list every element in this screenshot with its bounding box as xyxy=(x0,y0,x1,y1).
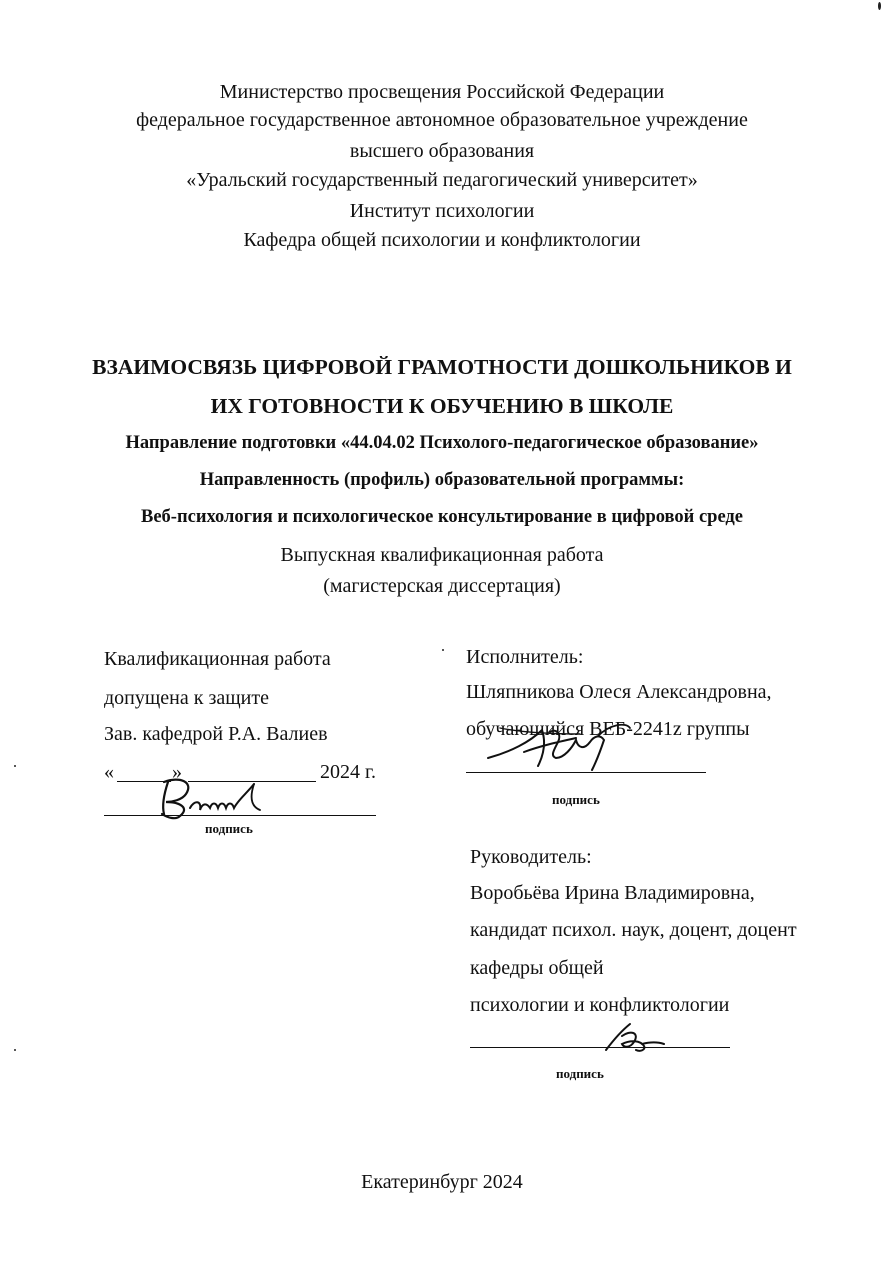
scan-speck xyxy=(14,1049,16,1051)
supervisor-signature xyxy=(600,1020,670,1054)
supervisor-position-line-1: кандидат психол. наук, доцент, доцент xyxy=(470,919,797,941)
program-profile-name: Веб-психология и психологическое консультирование в цифровой среде xyxy=(140,507,743,527)
supervisor-signature-line xyxy=(470,1047,730,1048)
date-quote-close: » xyxy=(172,761,182,783)
institute-line: Институт психологии xyxy=(349,200,535,222)
approval-line-1: Квалификационная работа xyxy=(104,648,331,670)
head-signature-caption: подпись xyxy=(205,821,253,836)
institution-type-line: федеральное государственное автономное образовательное учреждение xyxy=(136,109,748,131)
approval-year: 2024 г. xyxy=(320,761,376,783)
scan-speck xyxy=(14,765,16,767)
city-year: Екатеринбург 2024 xyxy=(361,1171,523,1193)
thesis-title-line-1: ВЗАИМОСВЯЗЬ ЦИФРОВОЙ ГРАМОТНОСТИ ДОШКОЛЬНИКОВ И xyxy=(92,355,792,379)
head-signature-line xyxy=(104,815,376,816)
executor-label: Исполнитель: xyxy=(466,646,584,668)
study-direction: Направление подготовки «44.04.02 Психолого-педагогическое образование» xyxy=(125,433,759,453)
scan-speck xyxy=(442,649,444,651)
supervisor-position-line-2: кафедры общей xyxy=(470,957,604,979)
supervisor-label: Руководитель: xyxy=(470,846,592,868)
university-name-line: «Уральский государственный педагогический университет» xyxy=(186,169,698,191)
executor-signature-line xyxy=(466,772,706,773)
head-signature xyxy=(150,772,280,824)
supervisor-signature-caption: подпись xyxy=(556,1066,604,1081)
executor-signature-caption: подпись xyxy=(552,792,600,807)
work-type-line-2: (магистерская диссертация) xyxy=(323,575,561,597)
thesis-title-line-2: ИХ ГОТОВНОСТИ К ОБУЧЕНИЮ В ШКОЛЕ xyxy=(210,394,674,418)
education-level-line: высшего образования xyxy=(349,140,535,162)
executor-signature xyxy=(480,712,660,778)
date-quote-open: « xyxy=(104,761,114,783)
work-type-line-1: Выпускная квалификационная работа xyxy=(280,544,604,566)
department-line: Кафедра общей психологии и конфликтологии xyxy=(243,229,641,251)
executor-name: Шляпникова Олеся Александровна, xyxy=(466,681,772,703)
scan-speck xyxy=(878,2,881,10)
supervisor-name: Воробьёва Ирина Владимировна, xyxy=(470,882,755,904)
executor-group: обучающийся ВЕБ-2241z группы xyxy=(466,718,750,740)
head-of-department: Зав. кафедрой Р.А. Валиев xyxy=(104,723,328,745)
supervisor-position-line-3: психологии и конфликтологии xyxy=(470,994,730,1016)
ministry-line: Министерство просвещения Российской Федерации xyxy=(219,81,665,103)
program-profile-label: Направленность (профиль) образовательной программы: xyxy=(199,470,685,490)
approval-line-2: допущена к защите xyxy=(104,687,269,709)
